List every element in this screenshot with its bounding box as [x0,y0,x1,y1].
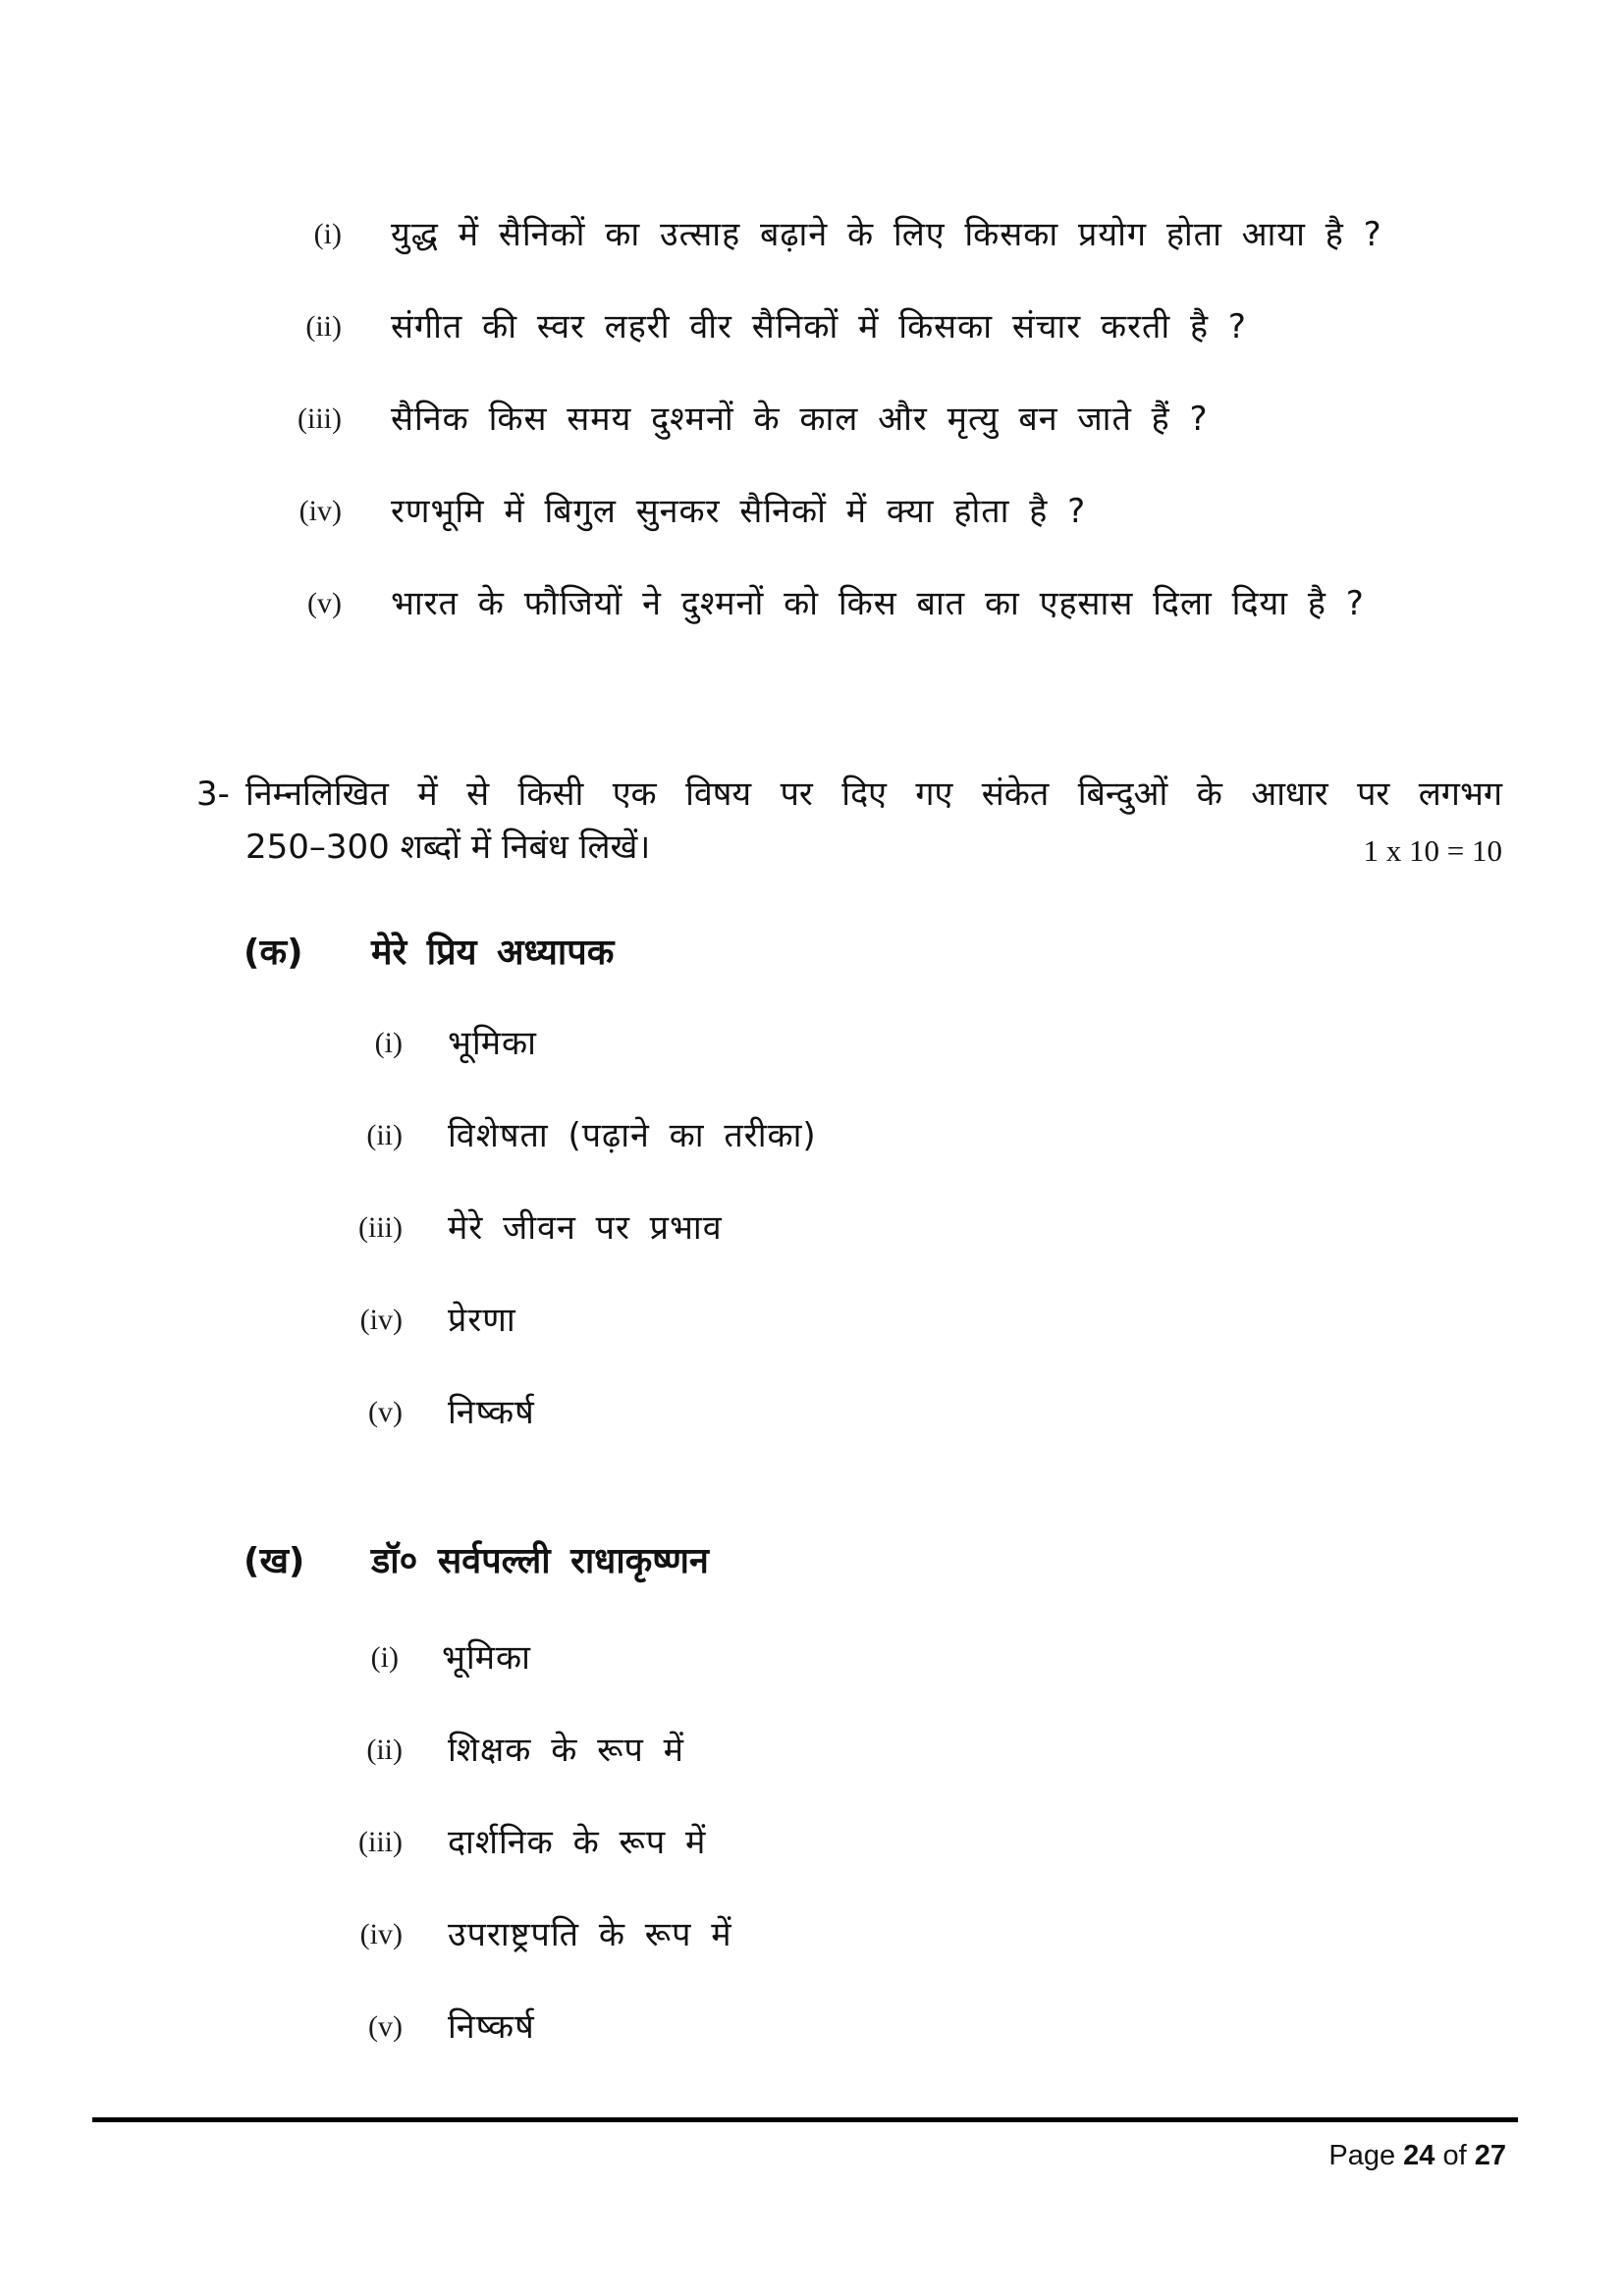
page-number [1328,2140,1506,2172]
point-text: भूमिका [448,1024,537,1063]
question-number: (ii) [305,310,342,343]
point-text: भूमिका [442,1638,531,1678]
point-text: विशेषता (पढ़ाने का तरीका) [448,1116,817,1155]
point-number: (ii) [366,1119,403,1151]
point-number: (ii) [366,1734,403,1766]
point-number: (iii) [358,1826,403,1858]
footer-divider [92,2117,1518,2122]
question-text: युद्ध में सैनिकों का उत्साह बढ़ाने के लिए किसका प्रयोग होता आया है ? [391,215,1382,254]
point-text: प्रेरणा [448,1301,516,1340]
topic-title: डॉ० सर्वपल्ली राधाकृष्णन [371,1541,709,1581]
question-number: (iv) [298,495,342,527]
point-number: (i) [374,1027,403,1059]
question-number: (v) [307,587,342,619]
current-page: 24 [1403,2140,1435,2171]
point-number: (v) [368,2010,403,2043]
point-number: (iii) [358,1211,403,1244]
point-text: दार्शनिक के रूप में [448,1823,707,1862]
instruction-line-1: निम्नलिखित में से किसी एक विषय पर दिए गए संकेत बिन्दुओं के आधार पर लगभग [245,774,1502,814]
instruction-line-2: 250–300 शब्दों में निबंध लिखें। [245,828,651,867]
point-text: निष्कर्ष [448,1393,535,1432]
topic-title: मेरे प्रिय अध्यापक [371,933,615,973]
question-text: सैनिक किस समय दुश्मनों के काल और मृत्यु बन जाते हैं ? [391,400,1209,439]
point-number: (iv) [359,1918,403,1950]
point-text: उपराष्ट्रपति के रूप में [448,1915,732,1954]
question-number: (i) [313,218,342,250]
point-number: (i) [370,1641,399,1674]
question-text: संगीत की स्वर लहरी वीर सैनिकों में किसका संचार करती है ? [391,307,1247,347]
point-number: (iv) [359,1304,403,1336]
question-text: भारत के फौजियों ने दुश्मनों को किस बात का एहसास दिला दिया है ? [391,584,1365,623]
point-text: शिक्षक के रूप में [448,1731,685,1770]
page-prefix: Page [1328,2140,1396,2171]
question-text: रणभूमि में बिगुल सुनकर सैनिकों में क्या होता है ? [391,492,1087,531]
marks-allocation: 1 x 10 = 10 [1363,833,1502,868]
point-text: मेरे जीवन पर प्रभाव [448,1208,723,1248]
point-number: (v) [368,1396,403,1428]
topic-label: (क) [244,933,303,973]
topic-label: (ख) [244,1541,305,1581]
point-text: निष्कर्ष [448,2007,535,2047]
of-label: of [1442,2140,1467,2171]
question-number: 3- [196,774,230,814]
total-pages: 27 [1474,2140,1506,2171]
question-number: (iii) [298,402,342,435]
